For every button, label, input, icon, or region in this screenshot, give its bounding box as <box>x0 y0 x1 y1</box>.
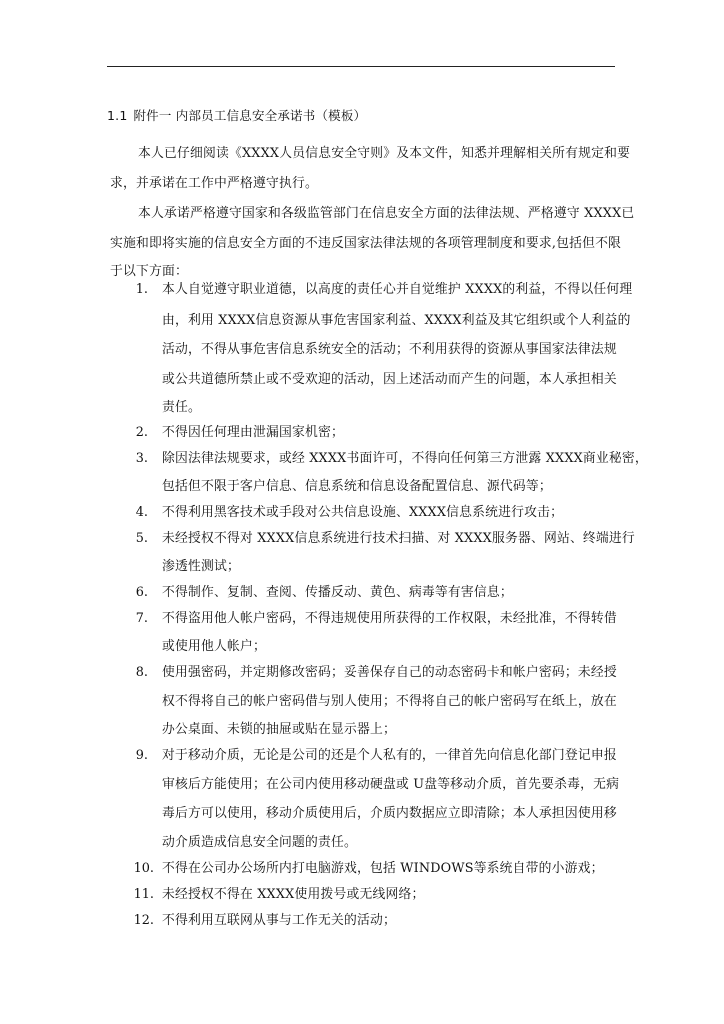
paragraph-line: 本人已仔细阅读《XXXX人员信息安全守则》及本文件，知悉并理解相关所有规定和要 <box>138 146 631 161</box>
section-title: 附件一 内部员工信息安全承诺书（模板） <box>133 108 367 123</box>
list-item-number: 4. <box>135 505 148 520</box>
paragraph-line: 求，并承诺在工作中严格遵守执行。 <box>110 176 318 191</box>
list-item-line: 未经授权不得在 XXXX使用拨号或无线网络； <box>162 887 425 902</box>
list-item-line: 审核后方能使用；在公司内使用移动硬盘或 U盘等移动介质，首先要杀毒，无病 <box>162 777 620 792</box>
list-item-line: 权不得将自己的帐户密码借与别人使用；不得将自己的帐户密码写在纸上，放在 <box>162 694 617 709</box>
list-item-line: 或公共道德所禁止或不受欢迎的活动，因上述活动而产生的问题，本人承担相关 <box>162 372 617 387</box>
list-item-line: 不得利用黑客技术或手段对公共信息设施、XXXX信息系统进行攻击； <box>162 505 564 520</box>
list-item-number: 6. <box>135 585 148 600</box>
list-item-line: 不得因任何理由泄漏国家机密； <box>162 425 344 440</box>
section-heading <box>107 106 366 124</box>
list-item-number: 3. <box>135 451 148 466</box>
list-item-line: 对于移动介质，无论是公司的还是个人私有的，一律首先向信息化部门登记申报 <box>162 748 617 763</box>
list-item-number: 5. <box>135 531 148 546</box>
section-number: 1.1 <box>107 108 128 123</box>
list-item-line: 使用强密码，并定期修改密码；妥善保存自己的动态密码卡和帐户密码；未经授 <box>162 665 617 680</box>
list-item-line: 未经授权不得对 XXXX信息系统进行技术扫描、对 XXXX服务器、网站、终端进行 <box>162 531 635 546</box>
list-item-number: 7. <box>135 611 148 626</box>
list-item-number: 8. <box>135 665 148 680</box>
list-item-number: 11. <box>133 887 154 902</box>
list-item-number: 12. <box>133 913 154 928</box>
list-item-line: 活动，不得从事危害信息系统安全的活动；不利用获得的资源从事国家法律法规 <box>162 342 617 357</box>
list-item-line: 除因法律法规要求，或经 XXXX书面许可，不得向任何第三方泄露 XXXX商业秘密， <box>162 451 648 466</box>
list-item-line: 不得制作、复制、查阅、传播反动、黄色、病毒等有害信息； <box>162 585 513 600</box>
list-item-line: 渗透性测试； <box>162 559 240 574</box>
list-item-number: 10. <box>133 861 154 876</box>
list-item-line: 或使用他人帐户； <box>162 639 266 654</box>
paragraph-line: 于以下方面： <box>110 264 188 279</box>
list-item-line: 包括但不限于客户信息、信息系统和信息设备配置信息、源代码等； <box>162 479 552 494</box>
list-item-line: 不得在公司办公场所内打电脑游戏，包括 WINDOWS等系统自带的小游戏； <box>162 861 604 876</box>
list-item-number: 9. <box>135 748 148 763</box>
list-item-line: 不得利用互联网从事与工作无关的活动； <box>162 913 396 928</box>
list-item-line: 责任。 <box>162 400 201 415</box>
list-item-line: 毒后方可以使用，移动介质使用后，介质内数据应立即清除；本人承担因使用移 <box>162 806 617 821</box>
paragraph-line: 实施和即将实施的信息安全方面的不违反国家法律法规的各项管理制度和要求,包括但不限 <box>110 236 622 251</box>
list-item-line: 不得盗用他人帐户密码，不得违规使用所获得的工作权限，未经批准，不得转借 <box>162 611 617 626</box>
list-item-line: 办公桌面、未锁的抽屉或贴在显示器上； <box>162 722 396 737</box>
header-rule <box>107 66 615 67</box>
list-item-line: 本人自觉遵守职业道德，以高度的责任心并自觉维护 XXXX的利益，不得以任何理 <box>162 282 633 297</box>
paragraph-line: 本人承诺严格遵守国家和各级监管部门在信息安全方面的法律法规、严格遵守 XXXX已 <box>138 206 635 221</box>
list-item-number: 1. <box>135 282 148 297</box>
list-item-number: 2. <box>135 425 148 440</box>
list-item-line: 动介质造成信息安全问题的责任。 <box>162 835 357 850</box>
list-item-line: 由，利用 XXXX信息资源从事危害国家利益、XXXX利益及其它组织或个人利益的 <box>162 313 631 328</box>
